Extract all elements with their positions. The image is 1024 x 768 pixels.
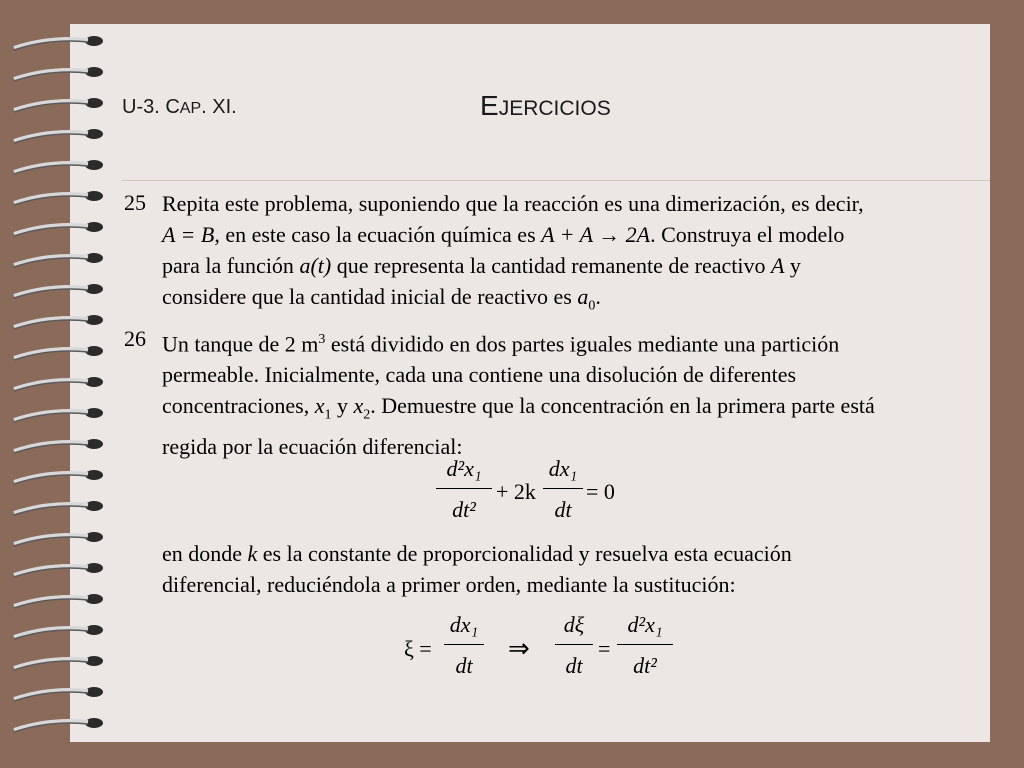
spiral-ring xyxy=(14,563,103,577)
spiral-ring xyxy=(14,687,103,701)
spiral-ring xyxy=(14,501,103,515)
spiral-ring xyxy=(14,625,103,639)
dx-dt-fraction: $\frac{\text{dx₁}}{dt}$ xyxy=(444,612,484,679)
spiral-ring xyxy=(14,377,103,391)
exercise-26-text: Un tanque de 2 $m^3$ está dividido en dos partes iguales mediante una partición permeable. Inicialmente, cada una contiene una disolución de diferentes concentraciones, $x_1$ y $x_2$. Demuestre que la concentración en la primera parte está regida por la ecuación diferencial: xyxy=(162,331,875,459)
spiral-ring xyxy=(14,67,103,81)
spiral-ring xyxy=(14,408,103,422)
spiral-ring xyxy=(14,284,103,298)
spiral-ring xyxy=(14,439,103,453)
spiral-ring xyxy=(14,656,103,670)
slide-title: EJERCICIOS xyxy=(480,90,611,121)
spiral-ring xyxy=(14,253,103,267)
dxi-dt-fraction: $\frac{d\xi}{dt}$ xyxy=(555,612,593,679)
spiral-ring xyxy=(14,594,103,608)
implies-icon: ⇒ xyxy=(508,634,530,663)
spiral-ring xyxy=(14,470,103,484)
spiral-ring xyxy=(14,346,103,360)
spiral-ring xyxy=(14,315,103,329)
exercise-26-continued: en donde k es la constante de proporcionalidad y resuelva esta ecuación diferencial, reduciéndola a primer orden, mediante la sustitución: xyxy=(162,541,792,597)
exercise-number: 26 xyxy=(124,326,146,351)
header-divider xyxy=(122,180,990,181)
spiral-ring xyxy=(14,191,103,205)
equation-term: + 2k xyxy=(496,479,536,504)
spiral-ring xyxy=(14,222,103,236)
spiral-ring xyxy=(14,532,103,546)
spiral-ring xyxy=(14,36,103,50)
exercise-25-text: Repita este problema, suponiendo que la reacción es una dimerización, es decir, A = B, en este caso la ecuación química es A + A → 2A. Construya el modelo para la función a(t) que representa la cantidad remanente de reactivo A y considere que la cantidad inicial de reactivo es $a_0$. xyxy=(162,191,864,314)
spiral-binding xyxy=(0,0,110,768)
second-derivative-fraction: $\frac{\text{d²x₁}}{\text{dt²}}$ xyxy=(617,612,673,679)
first-derivative-fraction: $\frac{\text{dx₁}}{dt}$ xyxy=(543,456,583,523)
xi-definition: ξ = xyxy=(404,636,432,661)
spiral-ring xyxy=(14,160,103,174)
slide-header xyxy=(122,90,982,130)
equation-equals: = 0 xyxy=(586,479,615,504)
chapter-label: U-3. CAP. XI. xyxy=(122,96,237,118)
spiral-ring xyxy=(14,718,103,732)
spiral-ring xyxy=(14,129,103,143)
equation-equals: = xyxy=(598,636,611,661)
second-derivative-fraction: $\frac{\text{d²x₁}}{\text{dt²}}$ xyxy=(436,456,492,523)
spiral-ring xyxy=(14,98,103,112)
exercise-number: 25 xyxy=(124,190,146,215)
